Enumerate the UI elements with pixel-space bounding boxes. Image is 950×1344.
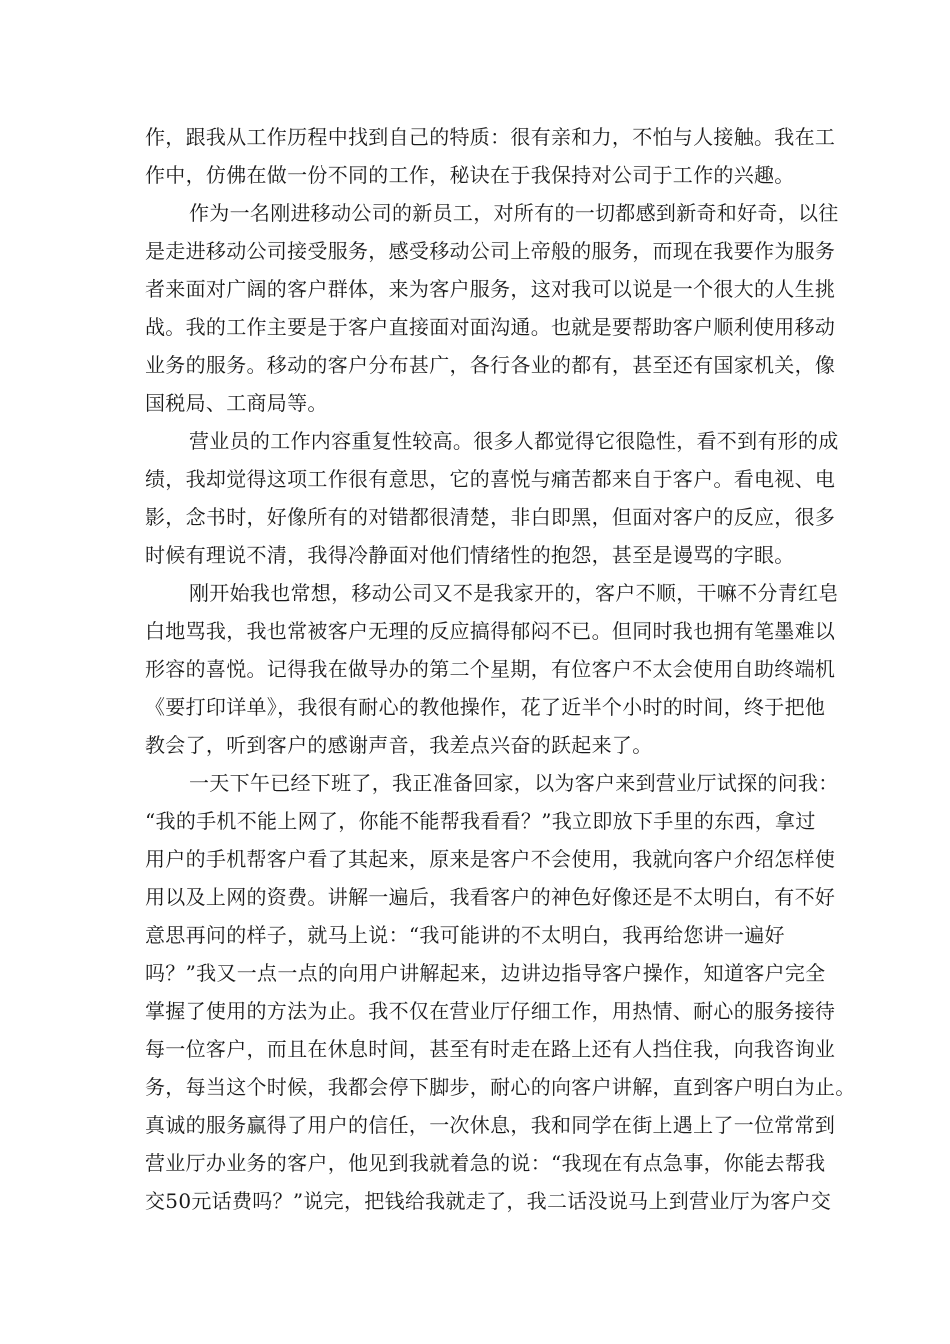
text-line: 每一位客户，而且在休息时间，甚至有时走在路上还有人挡住我，向我咨询业 [145, 1037, 836, 1061]
text-line: 吗？”我又一点一点的向用户讲解起来，边讲边指导客户操作，知道客户完全 [145, 961, 826, 985]
text-line: 白地骂我，我也常被客户无理的反应搞得郁闷不已。但同时我也拥有笔墨难以 [145, 619, 836, 643]
text-line: 务，每当这个时候，我都会停下脚步，耐心的向客户讲解，直到客户明白为止。 [145, 1075, 856, 1099]
text-line: 战。我的工作主要是于客户直接面对面沟通。也就是要帮助客户顺利使用移动 [145, 315, 836, 339]
text-line: 者来面对广阔的客户群体，来为客户服务，这对我可以说是一个很大的人生挑 [145, 277, 836, 301]
paragraph-start-line: 作为一名刚进移动公司的新员工，对所有的一切都感到新奇和好奇，以往 [189, 201, 839, 225]
paragraph-start-line: 营业员的工作内容重复性较高。很多人都觉得它很隐性，看不到有形的成 [189, 429, 839, 453]
text-line: 掌握了使用的方法为止。我不仅在营业厅仔细工作，用热情、耐心的服务接待 [145, 999, 836, 1023]
text-line: 交50元话费吗？”说完，把钱给我就走了，我二话没说马上到营业厅为客户交 [145, 1189, 832, 1213]
text-line: 国税局、工商局等。 [145, 391, 328, 415]
text-line: 真诚的服务赢得了用户的信任，一次休息，我和同学在街上遇上了一位常常到 [145, 1113, 836, 1137]
text-line: 《要打印详单》，我很有耐心的教他操作，花了近半个小时的时间，终于把他 [145, 695, 826, 719]
text-line: 绩，我却觉得这项工作很有意思，它的喜悦与痛苦都来自于客户。看电视、电 [145, 467, 836, 491]
text-line: “我的手机不能上网了，你能不能帮我看看？”我立即放下手里的东西，拿过 [145, 809, 816, 833]
text-line: 营业厅办业务的客户，他见到我就着急的说：“我现在有点急事，你能去帮我 [145, 1151, 826, 1175]
text-line: 用以及上网的资费。讲解一遍后，我看客户的神色好像还是不太明白，有不好 [145, 885, 836, 909]
text-line: 时候有理说不清，我得冷静面对他们情绪性的抱怨，甚至是谩骂的字眼。 [145, 543, 795, 567]
text-line: 业务的服务。移动的客户分布甚广，各行各业的都有，甚至还有国家机关，像 [145, 353, 836, 377]
text-line: 是走进移动公司接受服务，感受移动公司上帝般的服务，而现在我要作为服务 [145, 239, 836, 263]
text-line: 教会了，听到客户的感谢声音，我差点兴奋的跃起来了。 [145, 733, 653, 757]
text-line: 形容的喜悦。记得我在做导办的第二个星期，有位客户不太会使用自助终端机 [145, 657, 836, 681]
text-line: 用户的手机帮客户看了其起来，原来是客户不会使用，我就向客户介绍怎样使 [145, 847, 836, 871]
text-line: 意思再问的样子，就马上说：“我可能讲的不太明白，我再给您讲一遍好 [145, 923, 785, 947]
text-line: 作中，仿佛在做一份不同的工作，秘诀在于我保持对公司于工作的兴趣。 [145, 163, 795, 187]
text-line: 影，念书时，好像所有的对错都很清楚，非白即黑，但面对客户的反应，很多 [145, 505, 836, 529]
paragraph-start-line: 刚开始我也常想，移动公司又不是我家开的，客户不顺，干嘛不分青红皂 [189, 581, 839, 605]
text-line: 作，跟我从工作历程中找到自己的特质：很有亲和力，不怕与人接触。我在工 [145, 125, 836, 149]
paragraph-start-line: 一天下午已经下班了，我正准备回家，以为客户来到营业厅试探的问我： [189, 771, 839, 795]
